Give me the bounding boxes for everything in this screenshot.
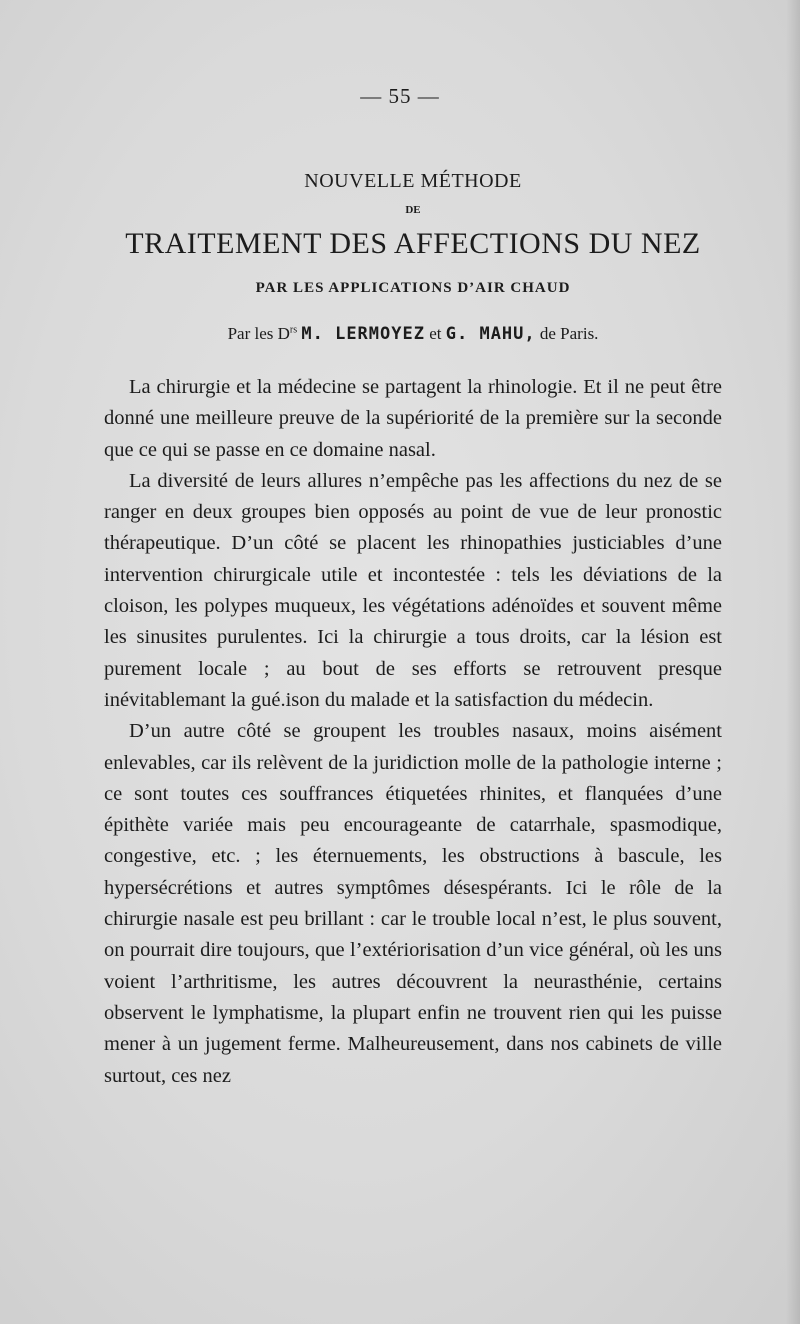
body-text bbox=[104, 372, 722, 1092]
article-title: TRAITEMENT DES AFFECTIONS DU NEZ bbox=[125, 227, 701, 260]
author-prefix: Par les D bbox=[227, 324, 290, 343]
paragraph-3: D’un autre côté se groupent les troubles nasaux, moins aisément enlevables, car ils relèvent de la juridiction molle de la pathologie interne ; ce sont toutes ces souffrances étiquetées rhinites, et flanquées d’une épithète variée mais peu encourageante de catarrhale, spasmodique, congestive, etc. ; les éternuements, les obstructions à bascule, les hypersécrétions et autres symptômes désespérants. Ici le rôle de la chirurgie nasale est peu brillant : car le trouble local n’est, le plus souvent, on pourrait dire toujours, que l’extériorisation d’un vice général, où les uns voient l’arthritisme, les autres découvrent la neurasthénie, certains observent le lymphatisme, la plupart enfin ne trouvent rien qui les puisse mener à un jugement ferme. Malheureusement, dans nos cabinets de ville surtout, ces nez bbox=[104, 720, 722, 1087]
title-connector: DE bbox=[405, 204, 421, 216]
title-line-1: NOUVELLE MÉTHODE bbox=[304, 170, 522, 192]
article-subtitle: PAR LES APPLICATIONS D’AIR CHAUD bbox=[255, 280, 571, 296]
author-location: de Paris. bbox=[539, 324, 599, 343]
author-2: G. MAHU, bbox=[445, 324, 536, 344]
page-number: — 55 — bbox=[360, 84, 440, 108]
paragraph-1: La chirurgie et la médecine se partagent la rhinologie. Et il ne peut être donné une meilleure preuve de la supériorité de la première sur la seconde que ce qui se passe en ce domaine nasal. bbox=[104, 376, 722, 461]
author-conjunction: et bbox=[429, 324, 442, 343]
author-title-superscript: rs bbox=[289, 324, 298, 336]
author-1: M. LERMOYEZ bbox=[301, 324, 425, 344]
paragraph-2: La diversité de leurs allures n’empêche pas les affections du nez de se ranger en deux groupes bien opposés au point de vue de leur pronostic thérapeutique. D’un côté se placent les rhinopathies justiciables d’une intervention chirurgicale utile et incontestée : tels les déviations de la cloison, les polypes muqueux, les végétations adénoïdes et souvent même les sinusites purulentes. Ici la chirurgie a tous droits, car la lésion est purement locale ; au bout de ses efforts se retrouvent presque inévitablemant la gué.ison du malade et la satisfaction du médecin. bbox=[104, 469, 722, 711]
author-line bbox=[0, 324, 800, 344]
